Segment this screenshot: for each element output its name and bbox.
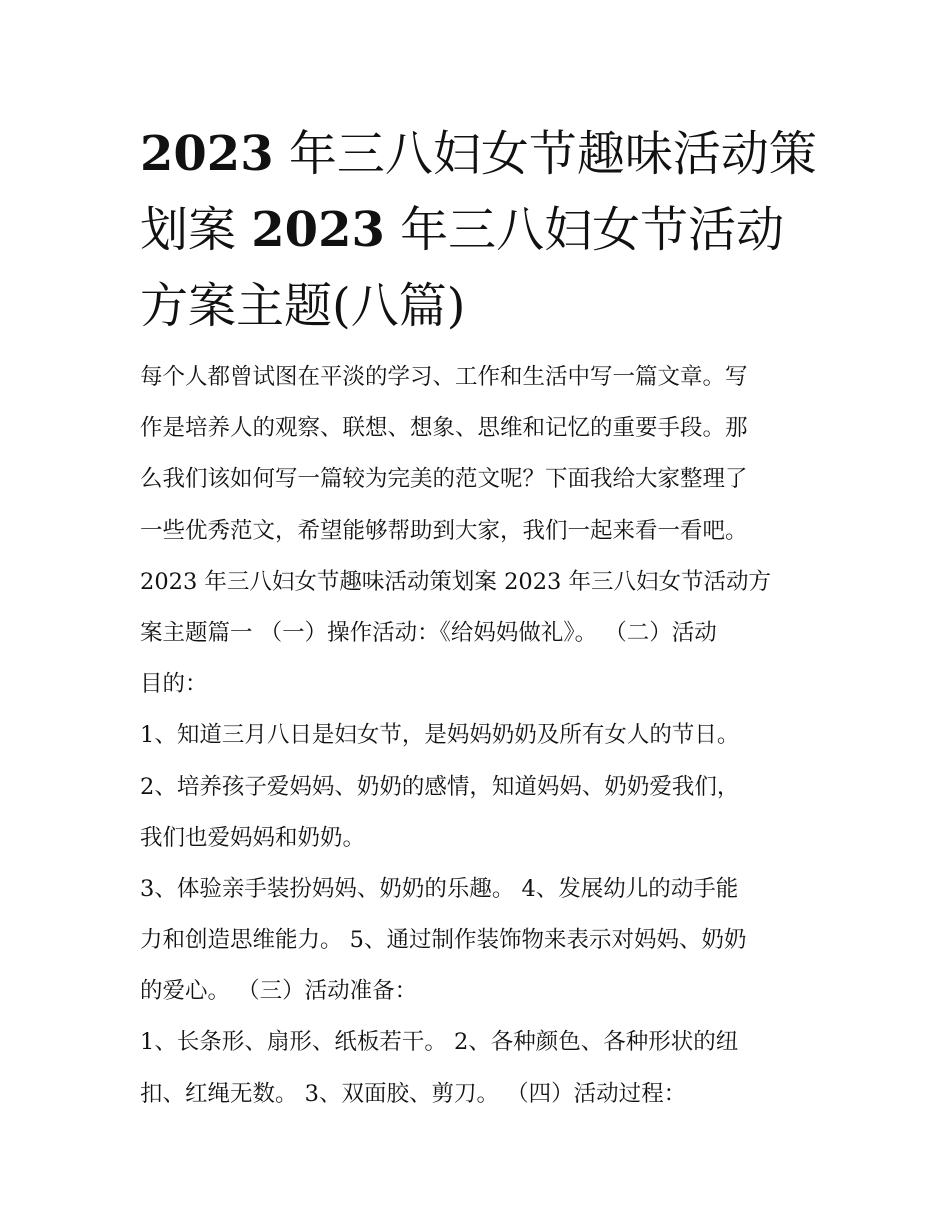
- title-line: 2023 年三八妇女节趣味活动策: [140, 126, 817, 182]
- body-line: 每个人都曾试图在平淡的学习、工作和生活中写一篇文章。写: [140, 364, 748, 390]
- title-line: 划案 2023 年三八妇女节活动: [140, 202, 785, 258]
- body-line: 3、体验亲手装扮妈妈、奶奶的乐趣。 4、发展幼儿的动手能: [140, 875, 739, 902]
- body-line: 扣、红绳无数。 3、双面胶、剪刀。 （四）活动过程：: [140, 1080, 687, 1107]
- body-line: 2023 年三八妇女节趣味活动策划案 2023 年三八妇女节活动方: [140, 568, 771, 595]
- body-line: 我们也爱妈妈和奶奶。: [140, 824, 366, 851]
- title-year-number: 2023: [251, 202, 385, 258]
- title-line: 方案主题(八篇): [140, 278, 466, 334]
- body-line: 1、长条形、扇形、纸板若干。 2、各种颜色、各种形状的纽: [140, 1029, 739, 1056]
- body-line: 目的：: [140, 671, 208, 698]
- body-line: 么我们该如何写一篇较为完美的范文呢？下面我给大家整理了: [140, 466, 748, 493]
- title-year-number: 2023: [140, 126, 274, 182]
- document-body: [140, 352, 830, 1120]
- document-title: [140, 116, 830, 344]
- body-line: 的爱心。 （三）活动准备：: [140, 978, 418, 1005]
- body-line: 2、培养孩子爱妈妈、奶奶的感情，知道妈妈、奶奶爱我们，: [140, 773, 740, 800]
- body-line: 作是培养人的观察、联想、想象、思维和记忆的重要手段。那: [140, 415, 748, 442]
- body-line: 一些优秀范文，希望能够帮助到大家，我们一起来看一看吧。: [140, 517, 748, 544]
- body-line: 1、知道三月八日是妇女节，是妈妈奶奶及所有女人的节日。: [140, 722, 740, 749]
- body-line: 案主题篇一 （一）操作活动：《给妈妈做礼》。 （二）活动: [140, 619, 717, 646]
- body-line: 力和创造思维能力。 5、通过制作装饰物来表示对妈妈、奶奶: [140, 927, 747, 954]
